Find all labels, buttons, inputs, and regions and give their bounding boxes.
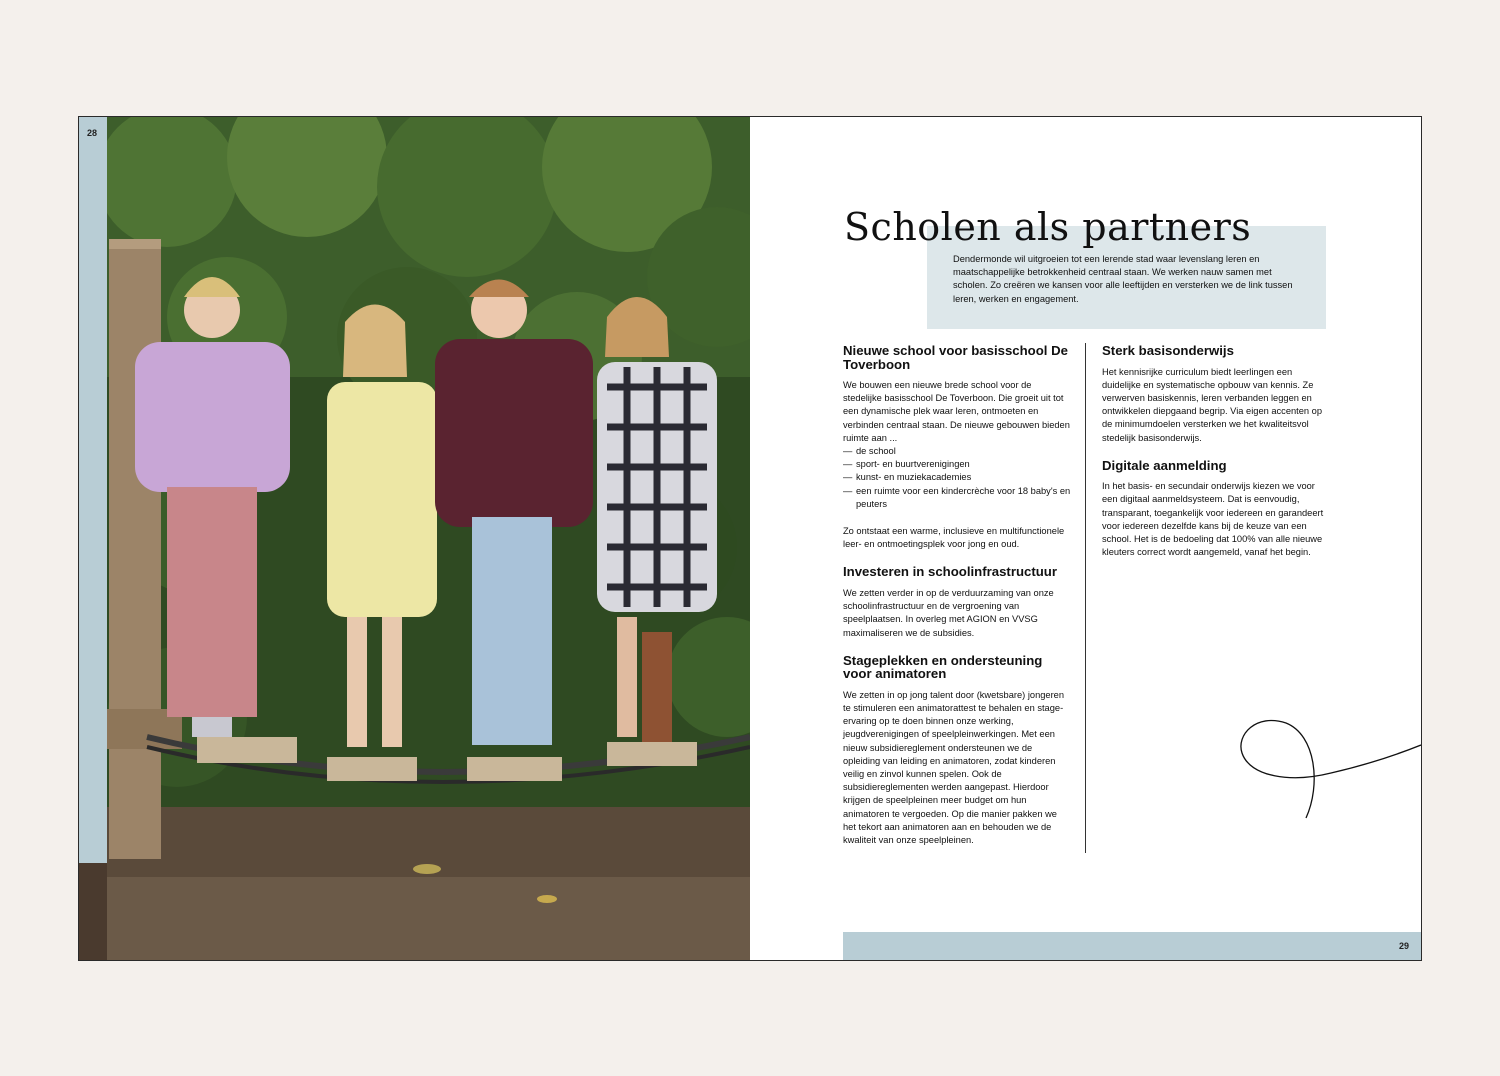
page-number-left: 28 xyxy=(87,128,98,138)
left-column xyxy=(843,344,1071,861)
left-page xyxy=(79,117,750,960)
section-heading: Sterk basisonderwijs xyxy=(1102,343,1234,358)
photo-ground-edge xyxy=(79,863,107,960)
section-body: We bouwen een nieuwe brede school voor de stedelijke basisschool De Toverboon. Die groeit uit tot een dynamische plek waar leren, ontmoeten en verbinden centraal staan. De nieuwe gebouwen bieden ruimte aan ... xyxy=(843,380,1070,443)
section-basisonderwijs xyxy=(1102,344,1332,445)
intro-text: Dendermonde wil uitgroeien tot een lerende stad waar levenslang leren en maatschappelijke betrokkenheid centraal staan. We werken nauw samen met scholen. Zo creëren we kansen voor alle leeftijden en versterken we de link tussen leren, werken en engagement. xyxy=(953,254,1293,304)
right-column xyxy=(1102,344,1332,573)
section-body: We zetten verder in op de verduurzaming van onze schoolinfrastructuur en de vergroening van speelplaatsen. In overleg met AGION en VVSG maximaliseren we de subsidies. xyxy=(843,587,1054,638)
section-body: Het kennisrijke curriculum biedt leerlingen een duidelijke en systematische opbouw van kennis. Ze verwerven basiskennis, leren verbanden leggen en ontwikkelen diepgaand begrip. Via eigen accenten op de minimumdoelen versterken we het kwaliteitsvol stedelijk basisonderwijs. xyxy=(1102,366,1323,443)
right-page xyxy=(750,117,1421,960)
section-heading: Nieuwe school voor basisschool De Toverboon xyxy=(843,343,1068,372)
column-divider xyxy=(1085,343,1086,853)
list-item: — kunst- en muziekacademies xyxy=(843,471,1071,484)
section-nieuwe-school xyxy=(843,344,1071,551)
section-digitale-aanmelding xyxy=(1102,459,1332,560)
facility-list xyxy=(843,445,1071,511)
section-heading: Digitale aanmelding xyxy=(1102,457,1227,473)
list-item: — een ruimte voor een kindercrèche voor 18 baby's en peuters xyxy=(843,485,1071,511)
photo-children-playground xyxy=(107,117,750,960)
magazine-spread xyxy=(79,117,1421,960)
decorative-swirl-line xyxy=(1236,715,1421,823)
section-body: In het basis- en secundair onderwijs kiezen we voor een digitaal aanmeldsysteem. Dat is eenvoudig, transparant, toegankelijk voor iedereen en garandeert voor iedereen dezelfde kans bij de keuze van een school. Het is de bedoeling dat 100% van alle nieuwe kleuters correct wordt aangemeld, vanaf het begin. xyxy=(1102,481,1324,558)
section-infrastructuur xyxy=(843,565,1071,639)
list-item: — de school xyxy=(843,445,1071,458)
left-blue-strip xyxy=(79,117,107,863)
bottom-blue-bar xyxy=(843,932,1421,960)
section-body-2: Zo ontstaat een warme, inclusieve en multifunctionele leer- en ontmoetingsplek voor jong en oud. xyxy=(843,526,1065,550)
section-heading: Investeren in schoolinfrastructuur xyxy=(843,564,1057,580)
section-heading: Stageplekken en ondersteuning voor animatoren xyxy=(843,652,1043,682)
list-item: — sport- en buurtverenigingen xyxy=(843,458,1071,471)
section-stageplekken xyxy=(843,654,1071,847)
page-number-right: 29 xyxy=(1398,941,1409,951)
page-title: Scholen als partners xyxy=(844,205,1252,249)
section-body: We zetten in op jong talent door (kwetsbare) jongeren te stimuleren een animatorattest te behalen en stage-ervaring op te doen binnen onze werking, jeugdverenigingen of speelpleinwerkingen. Met een nieuw subsidiereglement ondersteunen we de opleiding van leiding en animatoren, zodat kinderen veilig en zinvol kunnen spelen. Ook de subsidiereglementen werden aangepast. Hierdoor krijgen de speelpleinen meer budget om hun animatoren te vergoeden. Op die manier pakken we het tekort aan animatoren aan en behouden we de kwaliteit van onze speelpleinen. xyxy=(843,689,1065,845)
